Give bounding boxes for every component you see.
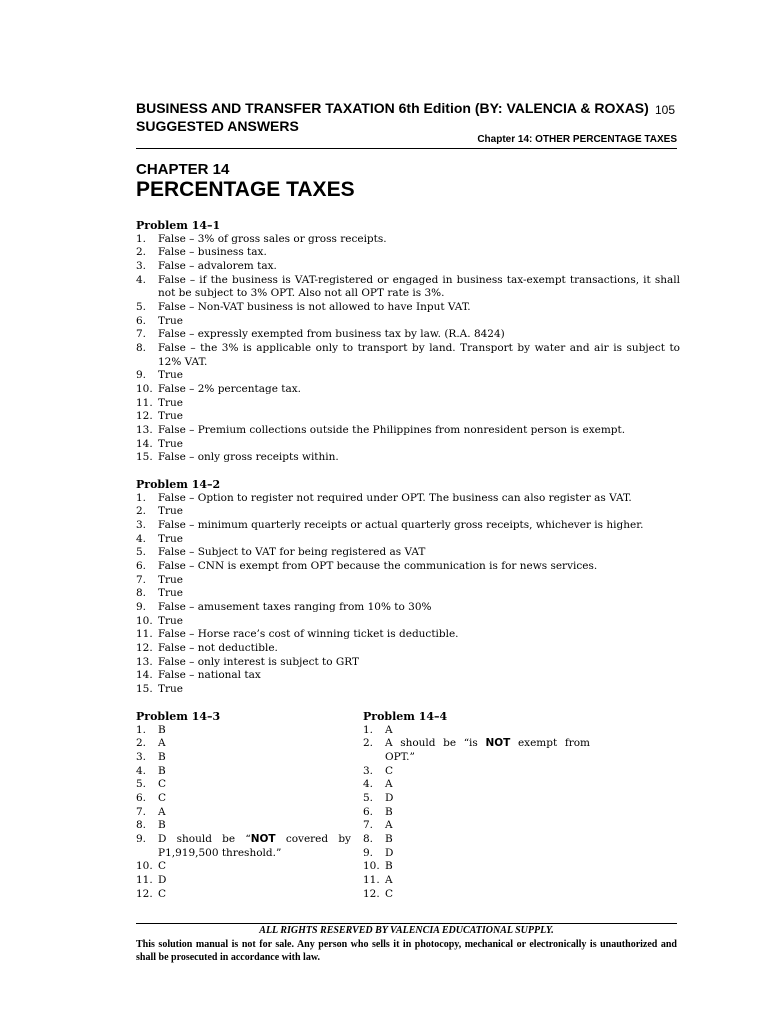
sale-notice: This solution manual is not for sale. Any person who sells it in photocopy, mechanical or electronically is unauthorized and shall be prosecuted in accordance with law. [136, 939, 677, 963]
list-item [363, 765, 590, 779]
problem-title: Problem 14–3 [136, 710, 221, 723]
item-number: 14. [136, 437, 153, 450]
list-item [363, 819, 590, 833]
item-number: 3. [136, 259, 147, 272]
item-number: 11. [136, 396, 153, 409]
list-item [136, 328, 680, 342]
item-number: 8. [136, 587, 147, 600]
item-answer: B [158, 819, 166, 832]
list-item [136, 628, 680, 642]
list-item [136, 492, 680, 506]
item-number: 5. [136, 546, 147, 559]
item-number: 7. [136, 328, 147, 341]
list-item [136, 505, 680, 519]
item-number: 4. [136, 532, 147, 545]
list-item [363, 860, 590, 874]
item-number: 3. [363, 764, 374, 777]
rights-notice: ALL RIGHTS RESERVED BY VALENCIA EDUCATIONAL SUPPLY. [259, 925, 554, 936]
item-number: 9. [136, 369, 147, 382]
list-item [136, 315, 680, 329]
item-answer: A [385, 723, 393, 736]
list-item [136, 833, 351, 860]
problem-14-1 [136, 219, 680, 465]
list-item [363, 737, 590, 764]
item-answer: True [158, 314, 183, 327]
item-number: 7. [363, 819, 374, 832]
list-item [136, 246, 680, 260]
answer-text: D should be “ [158, 832, 251, 845]
item-answer: False – 2% percentage tax. [158, 382, 302, 395]
item-number: 10. [136, 382, 153, 395]
item-answer: D [385, 791, 394, 804]
item-answer: False – expressly exempted from business tax by law. (R.A. 8424) [158, 328, 505, 341]
item-number: 10. [363, 860, 380, 873]
list-item [136, 724, 351, 738]
list-item [136, 874, 351, 888]
list-item [136, 560, 680, 574]
item-number: 5. [136, 778, 147, 791]
answer-list [136, 724, 351, 902]
problem-title: Problem 14–1 [136, 219, 221, 232]
item-number: 12. [136, 887, 153, 900]
item-number: 11. [136, 873, 153, 886]
problem-title: Problem 14–4 [363, 710, 448, 723]
item-number: 12. [136, 641, 153, 654]
item-answer: A [385, 873, 393, 886]
list-item [136, 806, 351, 820]
item-answer: C [385, 764, 394, 777]
item-number: 1. [363, 723, 374, 736]
item-number: 14. [136, 669, 153, 682]
answer-list [136, 492, 680, 697]
item-answer: True [158, 587, 183, 600]
item-number: 8. [136, 341, 147, 354]
item-answer: A [158, 737, 166, 750]
list-item [136, 438, 680, 452]
item-answer: C [385, 887, 394, 900]
answer-list [136, 233, 680, 465]
item-number: 11. [363, 873, 380, 886]
list-item [136, 819, 351, 833]
emphasis-text: NOT [250, 832, 276, 845]
item-answer: False – Premium collections outside the Philippines from nonresident person is exempt. [158, 423, 626, 436]
list-item [136, 424, 680, 438]
list-item [136, 888, 351, 902]
two-column-answers [136, 710, 680, 901]
item-answer: False – Horse race’s cost of winning ticket is deductible. [158, 628, 459, 641]
list-item [136, 519, 680, 533]
list-item [136, 397, 680, 411]
item-answer: A [158, 805, 166, 818]
item-answer: True [158, 682, 183, 695]
item-number: 11. [136, 628, 153, 641]
item-number: 12. [136, 410, 153, 423]
item-answer [158, 833, 351, 860]
item-number: 1. [136, 491, 147, 504]
item-number: 8. [136, 819, 147, 832]
list-item [136, 233, 680, 247]
item-answer: False – not deductible. [158, 641, 278, 654]
item-answer: True [158, 505, 183, 518]
item-answer: C [158, 791, 167, 804]
item-number: 7. [136, 805, 147, 818]
list-item [363, 888, 590, 902]
item-number: 6. [136, 559, 147, 572]
list-item [136, 546, 680, 560]
list-item [363, 847, 590, 861]
item-answer: False – CNN is exempt from OPT because the communication is for news services. [158, 559, 598, 572]
emphasis-text: NOT [485, 737, 511, 750]
item-number: 15. [136, 682, 153, 695]
item-answer: C [158, 778, 167, 791]
item-answer: False – if the business is VAT-registered or engaged in business tax-exempt transactions, it shall not be subject to 3% OPT. Also not all OPT rate is 3%. [158, 273, 680, 300]
item-number: 6. [136, 314, 147, 327]
list-item [136, 765, 351, 779]
list-item [136, 383, 680, 397]
list-item [136, 669, 680, 683]
item-answer: True [158, 437, 183, 450]
item-answer: False – only interest is subject to GRT [158, 655, 360, 668]
list-item [136, 574, 680, 588]
item-answer: A [385, 778, 393, 791]
item-number: 2. [136, 737, 147, 750]
answer-text: A should be “is [385, 737, 486, 750]
item-number: 1. [136, 232, 147, 245]
list-item [363, 833, 590, 847]
footer-divider [136, 923, 677, 924]
item-number: 13. [136, 423, 153, 436]
item-answer: False – Option to register not required under OPT. The business can also register as VAT. [158, 491, 632, 504]
list-item [136, 342, 680, 369]
item-answer: False – advalorem tax. [158, 259, 277, 272]
item-answer: B [385, 805, 393, 818]
answer-text: covered by P1,919,500 threshold.” [158, 832, 351, 859]
list-item [136, 301, 680, 315]
list-item [363, 806, 590, 820]
item-number: 9. [136, 600, 147, 613]
book-title: BUSINESS AND TRANSFER TAXATION 6th Edition (BY: VALENCIA & ROXAS) [136, 100, 649, 116]
list-item [136, 656, 680, 670]
page-number: 105 [655, 103, 676, 117]
list-item [363, 874, 590, 888]
item-number: 7. [136, 573, 147, 586]
item-number: 2. [136, 246, 147, 259]
item-answer: C [158, 860, 167, 873]
book-subtitle: SUGGESTED ANSWERS [136, 118, 299, 134]
item-answer: False – minimum quarterly receipts or actual quarterly gross receipts, whichever is higher. [158, 518, 644, 531]
item-answer: False – 3% of gross sales or gross receipts. [158, 232, 387, 245]
list-item [136, 369, 680, 383]
list-item [136, 451, 680, 465]
chapter-number: CHAPTER 14 [136, 161, 230, 178]
list-item [136, 792, 351, 806]
item-answer: True [158, 410, 183, 423]
item-number: 3. [136, 750, 147, 763]
item-number: 4. [136, 273, 147, 286]
item-number: 15. [136, 451, 153, 464]
item-answer: A [385, 819, 393, 832]
item-answer: B [385, 860, 393, 873]
item-number: 3. [136, 518, 147, 531]
header-divider [136, 148, 677, 149]
item-answer: True [158, 532, 183, 545]
item-number: 13. [136, 655, 153, 668]
list-item [136, 642, 680, 656]
item-number: 1. [136, 723, 147, 736]
item-answer: B [158, 750, 166, 763]
item-answer: False – the 3% is applicable only to transport by land. Transport by water and air is subject to 12% VAT. [158, 341, 680, 368]
list-item [363, 778, 590, 792]
item-number: 8. [363, 832, 374, 845]
item-answer: C [158, 887, 167, 900]
list-item [136, 587, 680, 601]
item-answer: True [158, 369, 183, 382]
item-answer: False – business tax. [158, 246, 267, 259]
item-number: 2. [136, 505, 147, 518]
answer-list [363, 724, 590, 902]
item-answer: True [158, 396, 183, 409]
list-item [136, 778, 351, 792]
list-item [136, 410, 680, 424]
chapter-reference: Chapter 14: OTHER PERCENTAGE TAXES [477, 134, 677, 145]
list-item [136, 533, 680, 547]
item-answer: False – Non-VAT business is not allowed to have Input VAT. [158, 300, 471, 313]
list-item [136, 274, 680, 301]
list-item [136, 860, 351, 874]
list-item [136, 751, 351, 765]
item-answer: D [385, 846, 394, 859]
item-answer: B [385, 832, 393, 845]
problem-14-4 [363, 710, 590, 901]
answer-text: exempt from OPT.” [385, 737, 590, 763]
item-number: 12. [363, 887, 380, 900]
item-answer: D [158, 873, 167, 886]
item-number: 10. [136, 614, 153, 627]
item-number: 6. [136, 791, 147, 804]
problem-14-3 [136, 710, 363, 901]
item-answer: False – national tax [158, 669, 261, 682]
item-answer: False – amusement taxes ranging from 10% to 30% [158, 600, 432, 613]
item-answer: True [158, 573, 183, 586]
list-item [136, 737, 351, 751]
item-number: 6. [363, 805, 374, 818]
list-item [363, 792, 590, 806]
item-number: 2. [363, 737, 374, 750]
item-answer [385, 737, 590, 764]
item-number: 9. [363, 846, 374, 859]
list-item [136, 683, 680, 697]
item-number: 9. [136, 832, 147, 845]
list-item [136, 260, 680, 274]
problem-14-2 [136, 478, 680, 697]
list-item [136, 615, 680, 629]
item-number: 4. [136, 764, 147, 777]
item-number: 5. [136, 300, 147, 313]
item-number: 10. [136, 860, 153, 873]
problem-title: Problem 14–2 [136, 478, 221, 491]
item-answer: False – Subject to VAT for being registered as VAT [158, 546, 426, 559]
item-answer: False – only gross receipts within. [158, 451, 339, 464]
list-item [363, 724, 590, 738]
chapter-title: PERCENTAGE TAXES [136, 178, 355, 201]
item-number: 4. [363, 778, 374, 791]
item-number: 5. [363, 791, 374, 804]
item-answer: True [158, 614, 183, 627]
item-answer: B [158, 723, 166, 736]
item-answer: B [158, 764, 166, 777]
list-item [136, 601, 680, 615]
